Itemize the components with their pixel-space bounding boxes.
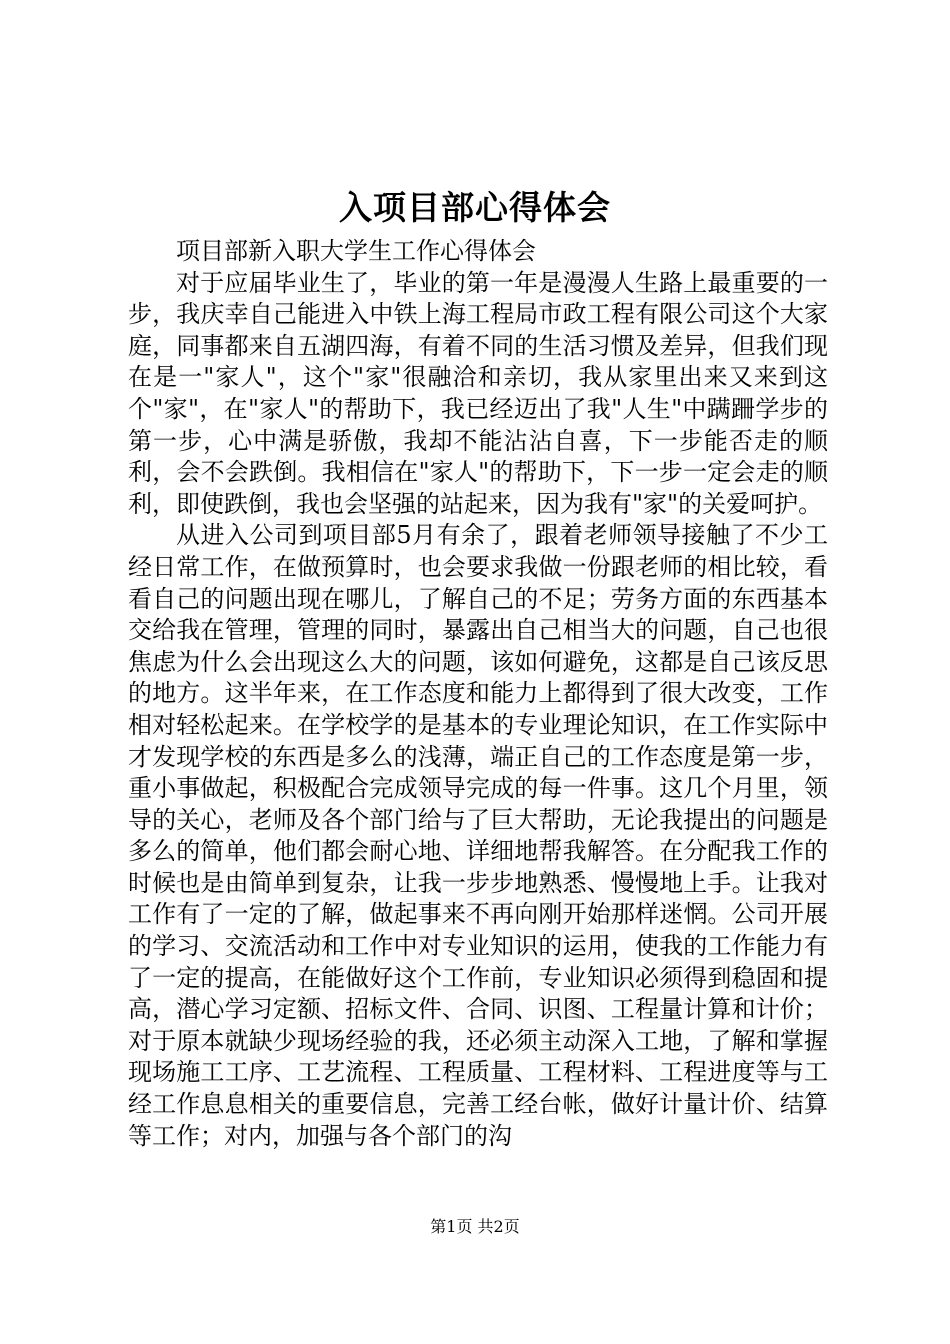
page-footer: 第1页 共2页	[430, 1217, 520, 1236]
document-title: 入项目部心得体会	[339, 188, 611, 227]
paragraph: 对于应届毕业生了，毕业的第一年是漫漫人生路上最重要的一步，我庆幸自己能进入中铁上海工程局市政工程有限公司这个大家庭，同事都来自五湖四海，有着不同的生活习惯及差异，但我们现在是一"家人"，这个"家"很融洽和亲切，我从家里出来又来到这个"家"，在"家人"的帮助下，我已经迈出了我"人生"中蹒跚学步的第一步，心中满是骄傲，我却不能沾沾自喜，下一步能否走的顺利，会不会跌倒。我相信在"家人"的帮助下，下一步一定会走的顺利，即使跌倒，我也会坚强的站起来，因为我有"家"的关爱呵护。	[128, 268, 828, 518]
paragraph-subtitle: 项目部新入职大学生工作心得体会	[176, 237, 536, 265]
paragraph: 从进入公司到项目部5月有余了，跟着老师领导接触了不少工经日常工作，在做预算时，也会要求我做一份跟老师的相比较，看看自己的问题出现在哪儿，了解自己的不足；劳务方面的东西基本交给我在管理，管理的同时，暴露出自己相当大的问题，自己也很焦虑为什么会出现这么大的问题，该如何避免，这都是自己该反思的地方。这半年来，在工作态度和能力上都得到了很大改变，工作相对轻松起来。在学校学的是基本的专业理论知识，在工作实际中才发现学校的东西是多么的浅薄，端正自己的工作态度是第一步，重小事做起，积极配合完成领导完成的每一件事。这几个月里，领导的关心，老师及各个部门给与了巨大帮助，无论我提出的问题是多么的简单，他们都会耐心地、详细地帮我解答。在分配我工作的时候也是由简单到复杂，让我一步步地熟悉、慢慢地上手。让我对工作有了一定的了解，做起事来不再向刚开始那样迷惘。公司开展的学习、交流活动和工作中对专业知识的运用，使我的工作能力有了一定的提高，在能做好这个工作前，专业知识必须得到稳固和提高，潜心学习定额、招标文件、合同、识图、工程量计算和计价；对于原本就缺少现场经验的我，还必须主动深入工地，了解和掌握现场施工工序、工艺流程、工程质量、工程材料、工程进度等与工经工作息息相关的重要信息，完善工经台帐，做好计量计价、结算等工作；对内，加强与各个部门的沟	[128, 521, 828, 1150]
document-body	[128, 236, 828, 1152]
